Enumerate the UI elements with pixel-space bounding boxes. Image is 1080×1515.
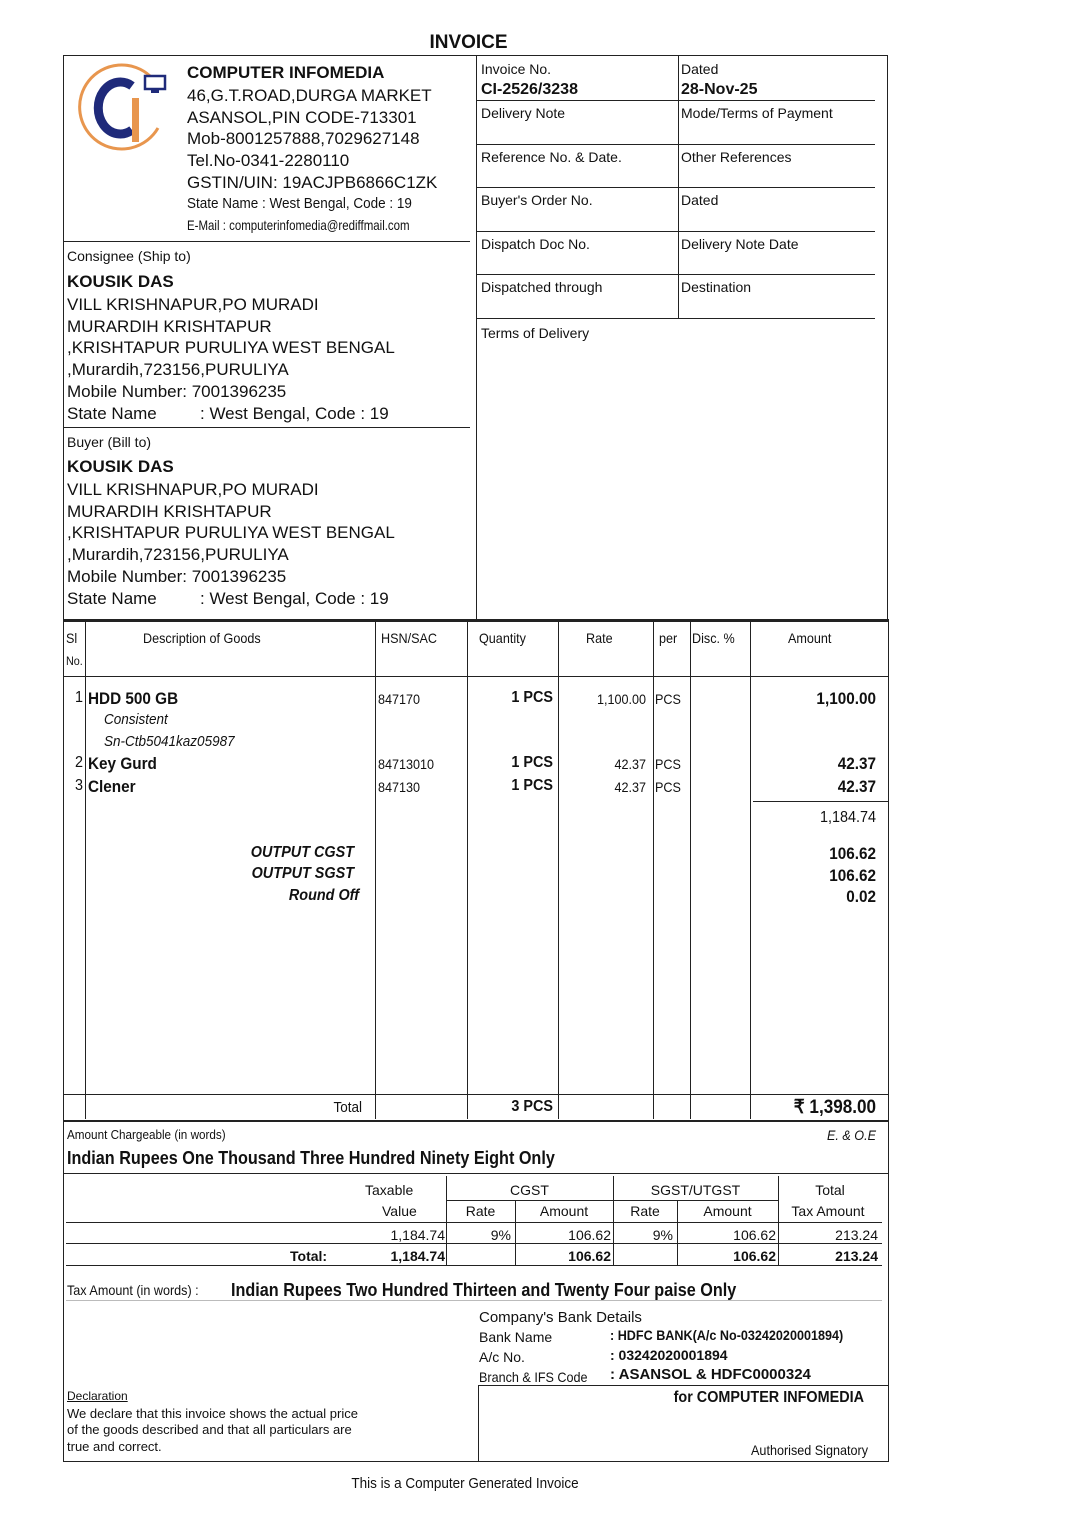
seller-email: E-Mail : computerinfomedia@rediffmail.com — [187, 217, 410, 233]
declaration-heading: Declaration — [67, 1389, 128, 1403]
seller-tel: Tel.No-0341-2280110 — [187, 151, 350, 170]
consignee-label: Consignee (Ship to) — [67, 248, 191, 264]
consignee-state-label: State Name — [67, 404, 157, 423]
consignee-line: ,Murardih,723156,PURULIYA — [67, 360, 289, 379]
buyers-order-label: Buyer's Order No. — [481, 192, 593, 208]
reference-label: Reference No. & Date. — [481, 149, 622, 165]
consignee-line: VILL KRISHNAPUR,PO MURADI — [67, 295, 319, 314]
branch-ifsc: : ASANSOL & HDFC0000324 — [610, 1366, 811, 1383]
col-amount: Amount — [788, 630, 832, 646]
item-hsn: 84713010 — [378, 756, 435, 772]
taxable-value: 1,184.74 — [390, 1227, 445, 1243]
buyer-line: VILL KRISHNAPUR,PO MURADI — [67, 480, 319, 499]
ledger-label: OUTPUT CGST — [250, 844, 354, 861]
item-sl: 2 — [74, 754, 83, 771]
item-per: PCS — [655, 756, 681, 772]
tax-col-sgst-amount: Amount — [703, 1203, 752, 1219]
seller-address-2: ASANSOL,PIN CODE-713301 — [187, 108, 417, 127]
buyer-state-value: : West Bengal, Code : 19 — [200, 589, 389, 608]
total-sgst-amount: 106.62 — [733, 1248, 776, 1264]
total-tax-amount: 213.24 — [835, 1248, 878, 1264]
divider — [476, 55, 477, 621]
tax-total-label: Total: — [290, 1248, 328, 1264]
sgst-amount: 106.62 — [733, 1227, 776, 1243]
consignee-mobile: Mobile Number: 7001396235 — [67, 382, 287, 401]
terms-of-delivery-label: Terms of Delivery — [481, 325, 590, 341]
tax-col-total: Total — [815, 1182, 845, 1198]
col-sl-no: No. — [66, 654, 83, 668]
order-dated-label: Dated — [681, 192, 719, 208]
tax-col-cgst-rate: Rate — [465, 1203, 496, 1219]
branch-label: Branch & IFS Code — [479, 1369, 588, 1385]
cgst-amount: 106.62 — [568, 1227, 611, 1243]
buyer-line: MURARDIH KRISHTAPUR — [67, 502, 272, 521]
bank-heading: Company's Bank Details — [479, 1309, 642, 1326]
consignee-line: MURARDIH KRISHTAPUR — [67, 317, 272, 336]
item-quantity: 1 PCS — [511, 754, 553, 771]
delivery-note-date-label: Delivery Note Date — [681, 236, 799, 252]
subtotal: 1,184.74 — [819, 809, 876, 826]
item-description: HDD 500 GB — [88, 689, 179, 708]
ledger-amount: 106.62 — [829, 866, 876, 885]
tax-col-tax-amount: Tax Amount — [791, 1203, 865, 1219]
invoice-no: CI-2526/3238 — [481, 81, 578, 98]
declaration-line: of the goods described and that all particulars are — [67, 1422, 352, 1437]
item-per: PCS — [655, 691, 681, 707]
tax-col-sgst: SGST/UTGST — [650, 1182, 741, 1198]
logo-c — [98, 82, 132, 134]
buyer-line: ,KRISHTAPUR PURULIYA WEST BENGAL — [67, 523, 395, 542]
item-amount: 42.37 — [837, 754, 876, 773]
col-sl: Sl — [66, 630, 78, 646]
item-description: Clener — [88, 777, 136, 796]
authorised-signatory: Authorised Signatory — [751, 1442, 868, 1458]
total-label: Total — [333, 1099, 362, 1116]
amount-in-words: Indian Rupees One Thousand Three Hundred Ninety Eight Only — [67, 1148, 555, 1168]
declaration-line: true and correct. — [67, 1439, 162, 1454]
col-description: Description of Goods — [143, 630, 261, 646]
col-quantity: Quantity — [479, 630, 526, 646]
tax-words-label: Tax Amount (in words) : — [67, 1282, 199, 1298]
buyer-name: KOUSIK DAS — [67, 457, 174, 476]
tax-col-sgst-rate: Rate — [630, 1203, 660, 1219]
item-quantity: 1 PCS — [511, 777, 553, 794]
destination-label: Destination — [681, 279, 752, 295]
ledger-label: Round Off — [288, 887, 359, 904]
declaration-line: We declare that this invoice shows the actual price — [67, 1406, 358, 1421]
item-rate: 42.37 — [614, 756, 646, 772]
total-tax: 213.24 — [835, 1227, 878, 1243]
seller-mobile: Mob-8001257888,7029627148 — [187, 129, 420, 148]
tax-in-words: Indian Rupees Two Hundred Thirteen and Twenty Four paise Only — [231, 1280, 737, 1300]
col-rate: Rate — [586, 630, 613, 646]
delivery-note-label: Delivery Note — [481, 105, 566, 121]
tax-col-taxable: Taxable — [365, 1182, 414, 1198]
consignee-name: KOUSIK DAS — [67, 272, 174, 291]
dated-label: Dated — [681, 61, 719, 77]
consignee-state-value: : West Bengal, Code : 19 — [200, 404, 389, 423]
item-sl: 3 — [74, 777, 83, 794]
account-no: : 03242020001894 — [610, 1347, 728, 1363]
bank-name: : HDFC BANK(A/c No-03242020001894) — [610, 1327, 844, 1343]
consignee-line: ,KRISHTAPUR PURULIYA WEST BENGAL — [67, 338, 395, 357]
other-references-label: Other References — [681, 149, 792, 165]
item-rate: 1,100.00 — [596, 691, 646, 707]
total-amount: ₹ 1,398.00 — [793, 1097, 876, 1118]
item-serial: Sn-Ctb5041kaz05987 — [104, 733, 235, 750]
footer-note: This is a Computer Generated Invoice — [351, 1475, 579, 1492]
total-taxable-value: 1,184.74 — [390, 1248, 445, 1264]
invoice-date: 28-Nov-25 — [681, 81, 758, 98]
logo-i — [132, 98, 139, 142]
dispatched-through-label: Dispatched through — [481, 279, 603, 295]
ledger-label: OUTPUT SGST — [251, 865, 354, 882]
item-hsn: 847130 — [378, 779, 421, 795]
item-rate: 42.37 — [614, 779, 646, 795]
col-hsn: HSN/SAC — [381, 630, 438, 646]
tax-col-cgst-amount: Amount — [539, 1203, 589, 1219]
item-description: Key Gurd — [88, 754, 157, 773]
company-logo — [70, 58, 180, 158]
ledger-amount: 0.02 — [846, 887, 876, 906]
item-note: Consistent — [104, 711, 168, 728]
item-per: PCS — [655, 779, 681, 795]
sgst-rate: 9% — [652, 1227, 673, 1243]
cgst-rate: 9% — [490, 1227, 511, 1243]
dispatch-doc-label: Dispatch Doc No. — [481, 236, 590, 252]
col-disc: Disc. % — [692, 630, 735, 646]
seller-gstin: GSTIN/UIN: 19ACJPB6866C1ZK — [187, 173, 438, 192]
total-quantity: 3 PCS — [511, 1098, 553, 1115]
total-cgst-amount: 106.62 — [568, 1248, 611, 1264]
for-company: for COMPUTER INFOMEDIA — [673, 1389, 864, 1406]
ledger-amount: 106.62 — [829, 844, 876, 863]
bank-name-label: Bank Name — [479, 1329, 553, 1345]
eoe-label: E. & O.E — [826, 1127, 876, 1143]
tax-col-cgst: CGST — [510, 1182, 549, 1198]
tax-col-value: Value — [382, 1203, 417, 1219]
document-title: INVOICE — [429, 32, 508, 53]
item-amount: 1,100.00 — [816, 689, 876, 708]
seller-address-1: 46,G.T.ROAD,DURGA MARKET — [187, 86, 432, 105]
seller-name: COMPUTER INFOMEDIA — [187, 63, 385, 82]
item-sl: 1 — [74, 689, 83, 706]
invoice-no-label: Invoice No. — [481, 61, 552, 77]
buyer-mobile: Mobile Number: 7001396235 — [67, 567, 287, 586]
account-no-label: A/c No. — [479, 1349, 525, 1365]
seller-state: State Name : West Bengal, Code : 19 — [187, 195, 412, 212]
buyer-state-label: State Name — [67, 589, 157, 608]
mode-terms-label: Mode/Terms of Payment — [681, 105, 833, 121]
col-per: per — [659, 630, 678, 646]
item-quantity: 1 PCS — [511, 689, 553, 706]
item-hsn: 847170 — [378, 691, 421, 707]
buyer-label: Buyer (Bill to) — [67, 434, 152, 450]
amount-words-label: Amount Chargeable (in words) — [67, 1127, 226, 1142]
buyer-line: ,Murardih,723156,PURULIYA — [67, 545, 289, 564]
item-amount: 42.37 — [837, 777, 876, 796]
monitor-icon — [145, 76, 165, 89]
